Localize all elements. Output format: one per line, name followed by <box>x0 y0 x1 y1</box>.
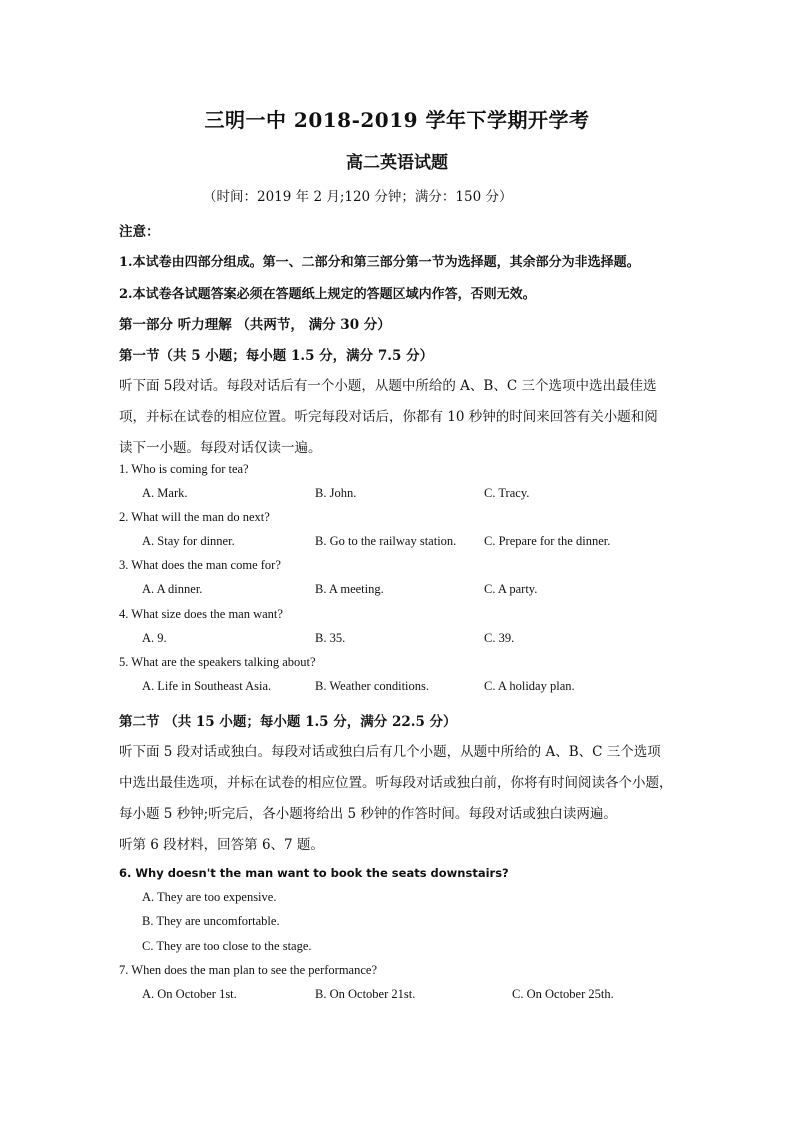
option-a: A. Stay for dinner. <box>142 534 235 548</box>
option-b: B. A meeting. <box>315 582 384 596</box>
section2-instruction-line-3: 每小题 5 秒钟;听完后，各小题将给出 5 秒钟的作答时间。每段对话或独白读两遍。 <box>119 806 617 822</box>
option-c: C. Tracy. <box>484 486 530 500</box>
option-b: B. 35. <box>315 631 346 645</box>
option-a: A. A dinner. <box>142 582 203 596</box>
section1-heading: 第一节（共 5 小题；每小题 1.5 分，满分 7.5 分） <box>119 348 434 364</box>
option-c: C. On October 25th. <box>512 987 614 1001</box>
option-c: C. A holiday plan. <box>484 679 575 693</box>
question-7: 7. When does the man plan to see the performance? <box>119 963 378 977</box>
section1-instruction-line-3: 读下一小题。每段对话仅读一遍。 <box>119 440 322 456</box>
option-c: C. A party. <box>484 582 538 596</box>
option-c: C. Prepare for the dinner. <box>484 534 611 548</box>
option-a: A. On October 1st. <box>142 987 237 1001</box>
question-6-option-a: A. They are too expensive. <box>142 890 277 904</box>
question-6-option-c: C. They are too close to the stage. <box>142 939 312 953</box>
part1-heading: 第一部分 听力理解 （共两节， 满分 30 分） <box>119 317 391 333</box>
question-4: 4. What size does the man want? <box>119 607 283 621</box>
option-b: B. Go to the railway station. <box>315 534 457 548</box>
section1-instruction-line-1: 听下面 5段对话。每段对话后有一个小题，从题中所给的 A、B、C 三个选项中选出最佳选 <box>119 378 657 394</box>
section2-instruction-line-2: 中选出最佳选项，并标在试卷的相应位置。听每段对话或独白前，你将有时间阅读各个小题， <box>119 775 673 791</box>
option-c: C. 39. <box>484 631 515 645</box>
option-a: A. Life in Southeast Asia. <box>142 679 272 693</box>
note-item-2: 2.本试卷各试题答案必须在答题纸上规定的答题区域内作答，否则无效。 <box>119 287 536 302</box>
section2-instruction-line-1: 听下面 5 段对话或独白。每段对话或独白后有几个小题，从题中所给的 A、B、C 三个选项 <box>119 744 661 760</box>
note-item-1: 1.本试卷由四部分组成。第一、二部分和第三部分第一节为选择题，其余部分为非选择题。 <box>119 255 640 270</box>
question-1: 1. Who is coming for tea? <box>119 462 249 476</box>
option-b: B. Weather conditions. <box>315 679 430 693</box>
section1-instruction-line-2: 项，并标在试卷的相应位置。听完每段对话后，你都有 10 秒钟的时间来回答有关小题和阅 <box>119 409 658 425</box>
option-b: B. On October 21st. <box>315 987 416 1001</box>
question-6-option-b: B. They are uncomfortable. <box>142 914 280 928</box>
option-a: A. 9. <box>142 631 167 645</box>
notes-label: 注意： <box>119 224 160 240</box>
exam-title: 三明一中 2018-2019 学年下学期开学考 <box>204 108 590 132</box>
question-2: 2. What will the man do next? <box>119 510 270 524</box>
question-6: 6. Why doesn't the man want to book the seats downstairs? <box>119 866 509 880</box>
question-5: 5. What are the speakers talking about? <box>119 655 316 669</box>
exam-time-info: （时间：2019 年 2 月;120 分钟；满分：150 分） <box>203 189 513 205</box>
section2-heading: 第二节 （共 15 小题；每小题 1.5 分，满分 22.5 分） <box>119 714 457 730</box>
option-b: B. John. <box>315 486 357 500</box>
exam-subtitle: 高二英语试题 <box>346 153 448 173</box>
option-a: A. Mark. <box>142 486 188 500</box>
material-note: 听第 6 段材料，回答第 6、7 题。 <box>119 837 324 853</box>
question-3: 3. What does the man come for? <box>119 558 281 572</box>
